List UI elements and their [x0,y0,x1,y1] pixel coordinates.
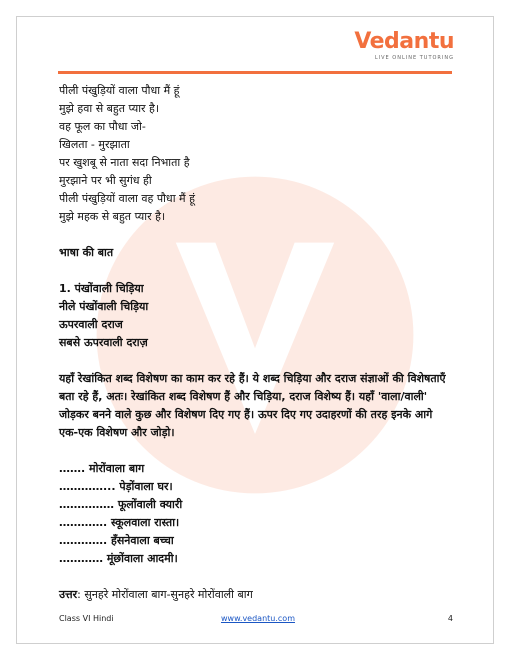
footer-website-link[interactable]: www.vedantu.com [221,614,295,623]
exercise-line: …………… फूलोंवाली क्यारी [59,498,183,511]
exercise-line: …………... पेड़ोंवाला घर। [59,480,173,493]
poem-line: मुरझाने पर भी सुगंध ही [59,174,152,187]
answer-line [59,586,453,604]
page-number: 4 [447,614,453,623]
vedantu-logo [354,30,454,61]
answer-text: : सुनहरे मोरोंवाला बाग-सुनहरे मोरोंवाली बाग [77,588,253,601]
instruction-paragraph: यहाँ रेखांकित शब्द विशेषण का काम कर रहे हैं। ये शब्द चिड़िया और दराज संज्ञाओं की विशेषताएँ बता रहे हैं, अतः। रेखांकित शब्द विशेषण हैं और चिड़िया, दराज विशेष्य हैं। यहाँ 'वाला/वाली' जोड़कर बनने वाले कुछ और विशेषण दिए गए हैं। ऊपर दिए गए उदाहरणों की तरह इनके आगे एक-एक विशेषण और जोड़ो। [59,372,446,439]
exercise-line: ………… मूंछोंवाला आदमी। [59,552,178,565]
example-line: 1. पंखोंवाली चिड़िया [59,282,144,295]
brand-tagline: LIVE ONLINE TUTORING [374,55,454,61]
example-line: सबसे ऊपरवाली दराज़ [59,336,148,349]
exercise-line: …………. हँसनेवाला बच्चा [59,534,174,547]
poem-line: पर खुशबू से नाता सदा निभाता है [59,156,190,169]
poem-line: खिलता - मुरझाता [59,138,130,151]
section-heading: भाषा की बात [59,246,114,259]
footer-class-label: Class VI Hindi [59,614,114,623]
example-line: ऊपरवाली दराज [59,318,123,331]
page-content [59,82,453,604]
header-rule [58,71,452,74]
answer-label: उत्तर [59,588,78,601]
brand-name: Vedantu [354,29,454,54]
poem-line: पीली पंखुड़ियों वाला पौधा मैं हूं [59,84,180,97]
poem-line: मुझे हवा से बहुत प्यार है। [59,102,160,115]
poem-line: मुझे महक से बहुत प्यार है। [59,210,166,223]
poem-line: वह फूल का पौधा जो- [59,120,146,133]
exercise-line: …………. स्कूलवाला रास्ता। [59,516,180,529]
example-line: नीले पंखोंवाली चिड़िया [59,300,149,313]
poem-line: पीली पंखुड़ियों वाला वह पौधा मैं हूं [59,192,195,205]
exercise-line: ……. मोरोंवाला बाग [59,462,145,475]
